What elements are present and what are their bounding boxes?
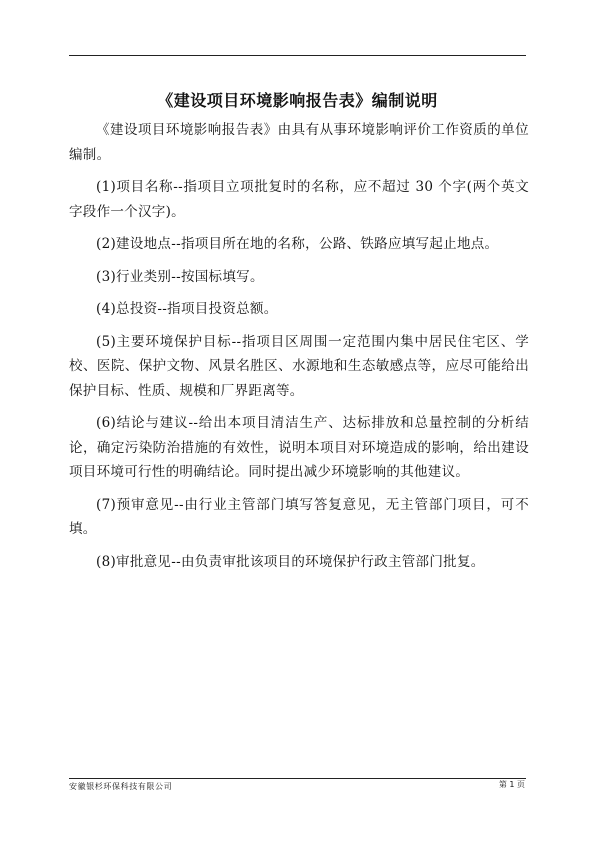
item-pre-review-opinion: (7)预审意见--由行业主管部门填写答复意见，无主管部门项目，可不填。	[69, 496, 529, 537]
document-body	[69, 118, 529, 582]
item-total-investment: (4)总投资--指项目投资总额。	[96, 301, 278, 317]
header-rule	[69, 55, 526, 56]
item-protection-targets: (5)主要环境保护目标--指项目区周围一定范围内集中居民住宅区、学校、医院、保护文物、风景名胜区、水源地和生态敏感点等，应尽可能给出保护目标、性质、规模和厂界距离等。	[69, 333, 529, 399]
footer-company-name: 安徽银杉环保科技有限公司	[69, 782, 173, 791]
intro-paragraph: 《建设项目环境影响报告表》由具有从事环境影响评价工作资质的单位编制。	[69, 122, 529, 163]
item-industry-category: (3)行业类别--按国标填写。	[96, 268, 264, 285]
item-project-name: (1)项目名称--指项目立项批复时的名称，应不超过 30 个字(两个英文字段作一个汉字)。	[69, 179, 529, 220]
item-approval-opinion: (8)审批意见--由负责审批该项目的环境保护行政主管部门批复。	[96, 553, 485, 570]
footer-rule	[69, 778, 526, 779]
item-construction-site: (2)建设地点--指项目所在地的名称，公路、铁路应填写起止地点。	[96, 236, 499, 252]
item-conclusions: (6)结论与建议--给出本项目清洁生产、达标排放和总量控制的分析结论，确定污染防治措施的有效性，说明本项目对环境造成的影响，给出建设项目环境可行性的明确结论。同时提出减少环境影响的其他建议。	[69, 415, 529, 480]
footer-page-number: 第 1 页	[498, 780, 525, 789]
document-title: 《建设项目环境影响报告表》编制说明	[157, 91, 438, 110]
